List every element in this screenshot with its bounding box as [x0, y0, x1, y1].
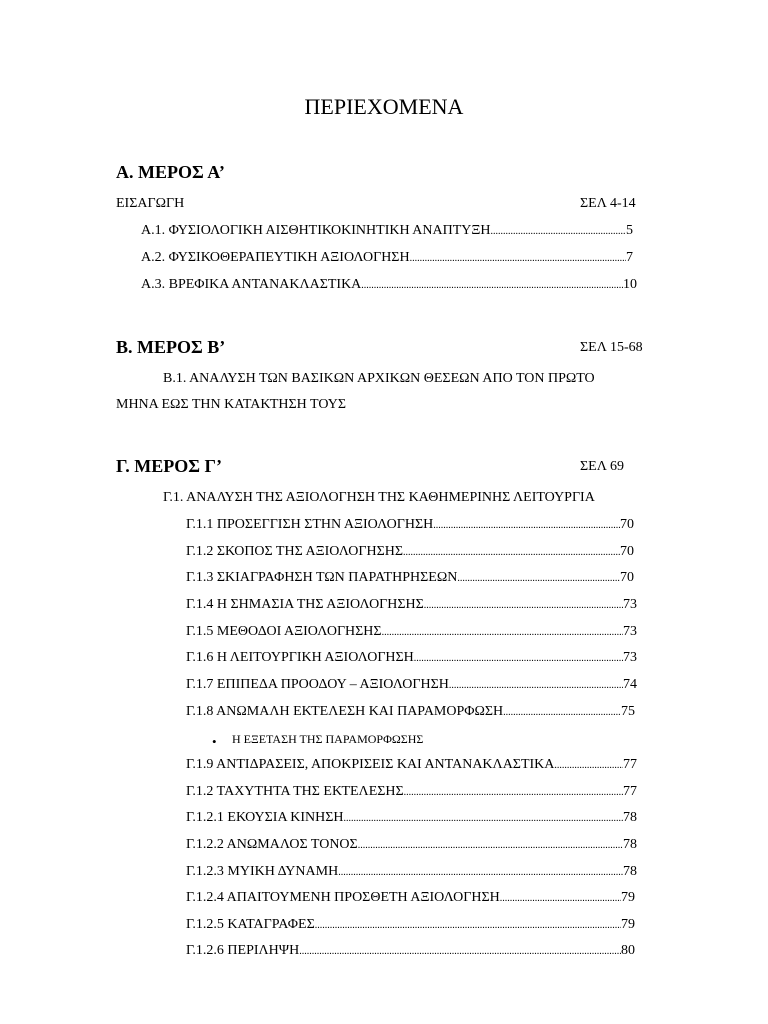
- toc-entry-label: Γ.1.2.2 ΑΝΩΜΑΛΟΣ ΤΟΝΟΣ: [186, 837, 358, 852]
- toc-entry-page: 7: [626, 250, 633, 265]
- toc-entry-c15[interactable]: [186, 918, 635, 932]
- toc-entry-page: 78: [623, 837, 637, 852]
- toc-entry-label: Γ.1.4 Η ΣΗΜΑΣΙΑ ΤΗΣ ΑΞΙΟΛΟΓΗΣΗΣ: [186, 597, 424, 612]
- leader-dots: [404, 788, 623, 798]
- leader-dots: [457, 574, 620, 584]
- toc-entry-page: 74: [623, 677, 637, 692]
- intro-pages: ΣΕΛ 4-14: [580, 196, 636, 211]
- toc-entry-page: 73: [623, 624, 637, 639]
- section-b-line1: Β.1. ΑΝΑΛΥΣΗ ΤΩΝ ΒΑΣΙΚΩΝ ΑΡΧΙΚΩΝ ΘΕΣΕΩΝ ΑΠΟ ΤΟΝ ΠΡΩΤΟ: [163, 371, 595, 386]
- intro-label: ΕΙΣΑΓΩΓΗ: [116, 196, 185, 211]
- toc-entry-label: Γ.1.2.1 ΕΚΟΥΣΙΑ ΚΙΝΗΣΗ: [186, 810, 344, 825]
- toc-entry-page: 78: [623, 864, 637, 879]
- toc-entry-page: 70: [620, 517, 634, 532]
- section-b-heading: Β. ΜΕΡΟΣ Β’: [116, 337, 226, 357]
- leader-dots: [424, 601, 623, 611]
- toc-entry-c7[interactable]: [186, 678, 637, 692]
- toc-entry-page: 78: [623, 810, 637, 825]
- toc-entry-page: 70: [620, 544, 634, 559]
- toc-entry-label: Α.3. ΒΡΕΦΙΚΑ ΑΝΤΑΝΑΚΛΑΣΤΙΚΑ: [141, 277, 362, 292]
- toc-entry-c14[interactable]: [186, 891, 635, 905]
- leader-dots: [299, 947, 621, 957]
- toc-entry-label: Γ.1.7 ΕΠΙΠΕΔΑ ΠΡΟΟΔΟΥ – ΑΞΙΟΛΟΓΗΣΗ: [186, 677, 449, 692]
- toc-entry-page: 77: [623, 784, 637, 799]
- toc-entry-label: Γ.1.2.4 ΑΠΑΙΤΟΥΜΕΝΗ ΠΡΟΣΘΕΤΗ ΑΞΙΟΛΟΓΗΣΗ: [186, 890, 500, 905]
- leader-dots: [338, 868, 623, 878]
- toc-entry-c13[interactable]: [186, 865, 637, 879]
- toc-entry-label: Γ.1.2.6 ΠΕΡΙΛΗΨΗ: [186, 943, 300, 958]
- toc-entry-a1[interactable]: [141, 224, 633, 238]
- toc-entry-page: 79: [621, 890, 635, 905]
- leader-dots: [403, 548, 620, 558]
- section-c-pages: ΣΕΛ 69: [580, 459, 624, 474]
- toc-entry-page: 75: [621, 704, 635, 719]
- toc-entry-c5[interactable]: [186, 625, 637, 639]
- toc-entry-page: 80: [621, 943, 635, 958]
- toc-entry-c3[interactable]: [186, 571, 634, 585]
- section-c-heading: Γ. ΜΕΡΟΣ Γ’: [116, 456, 222, 476]
- leader-dots: [315, 921, 621, 931]
- toc-entry-label: Α.1. ΦΥΣΙΟΛΟΓΙΚΗ ΑΙΣΘΗΤΙΚΟΚΙΝΗΤΙΚΗ ΑΝΑΠΤΥΞΗ: [141, 223, 491, 238]
- toc-entry-label: Γ.1.9 ΑΝΤΙΔΡΑΣΕΙΣ, ΑΠΟΚΡΙΣΕΙΣ ΚΑΙ ΑΝΤΑΝΑΚΛΑΣΤΙΚΑ: [186, 757, 555, 772]
- toc-entry-label: Γ.1.2 ΣΚΟΠΟΣ ΤΗΣ ΑΞΙΟΛΟΓΗΣΗΣ: [186, 544, 403, 559]
- toc-entry-page: 73: [623, 597, 637, 612]
- toc-entry-label: Γ.1.3 ΣΚΙΑΓΡΑΦΗΣΗ ΤΩΝ ΠΑΡΑΤΗΡΗΣΕΩΝ: [186, 570, 458, 585]
- toc-entry-a3[interactable]: [141, 278, 637, 292]
- leader-dots: [414, 654, 623, 664]
- leader-dots: [344, 814, 623, 824]
- toc-entry-c11[interactable]: [186, 811, 637, 825]
- leader-dots: [433, 521, 620, 531]
- toc-entry-c2[interactable]: [186, 545, 634, 559]
- leader-dots: [410, 254, 626, 264]
- toc-entry-c4[interactable]: [186, 598, 637, 612]
- toc-entry-label: Γ.1.5 ΜΕΘΟΔΟΙ ΑΞΙΟΛΟΓΗΣΗΣ: [186, 624, 382, 639]
- leader-dots: [449, 681, 623, 691]
- bullet-icon: •: [212, 734, 217, 749]
- toc-entry-a2[interactable]: [141, 251, 633, 265]
- toc-entry-label: Γ.1.8 ΑΝΩΜΑΛΗ ΕΚΤΕΛΕΣΗ ΚΑΙ ΠΑΡΑΜΟΡΦΩΣΗ: [186, 704, 504, 719]
- bullet-item: Η ΕΞΕΤΑΣΗ ΤΗΣ ΠΑΡΑΜΟΡΦΩΣΗΣ: [232, 732, 424, 746]
- leader-dots: [382, 628, 623, 638]
- section-c-sub: Γ.1. ΑΝΑΛΥΣΗ ΤΗΣ ΑΞΙΟΛΟΓΗΣΗ ΤΗΣ ΚΑΘΗΜΕΡΙΝΗΣ ΛΕΙΤΟΥΡΓΙΑ: [163, 490, 595, 505]
- toc-entry-page: 5: [626, 223, 633, 238]
- leader-dots: [361, 281, 623, 291]
- toc-entry-c1[interactable]: [186, 518, 634, 532]
- toc-entry-c10[interactable]: [186, 785, 637, 799]
- toc-entry-label: Γ.1.2.3 ΜΥΙΚΗ ΔΥΝΑΜΗ: [186, 864, 339, 879]
- toc-entry-c8[interactable]: [186, 705, 635, 719]
- section-a-heading: Α. ΜΕΡΟΣ Α’: [116, 162, 225, 182]
- toc-entry-page: 77: [623, 757, 637, 772]
- toc-entry-c16[interactable]: [186, 944, 635, 958]
- leader-dots: [503, 708, 621, 718]
- page-title: ΠΕΡΙΕΧΟΜΕΝΑ: [304, 94, 464, 119]
- toc-entry-label: Γ.1.1 ΠΡΟΣΕΓΓΙΣΗ ΣΤΗΝ ΑΞΙΟΛΟΓΗΣΗ: [186, 517, 434, 532]
- leader-dots: [500, 894, 621, 904]
- toc-entry-c12[interactable]: [186, 838, 637, 852]
- toc-entry-page: 79: [621, 917, 635, 932]
- toc-entry-label: Γ.1.6 Η ΛΕΙΤΟΥΡΓΙΚΗ ΑΞΙΟΛΟΓΗΣΗ: [186, 650, 414, 665]
- section-b-line2: ΜΗΝΑ ΕΩΣ ΤΗΝ ΚΑΤΑΚΤΗΣΗ ΤΟΥΣ: [116, 397, 346, 412]
- toc-entry-label: Α.2. ΦΥΣΙΚΟΘΕΡΑΠΕΥΤΙΚΗ ΑΞΙΟΛΟΓΗΣΗ: [141, 250, 410, 265]
- toc-entry-page: 70: [620, 570, 634, 585]
- leader-dots: [491, 227, 626, 237]
- leader-dots: [554, 761, 623, 771]
- toc-entry-c6[interactable]: [186, 651, 637, 665]
- toc-entry-page: 10: [623, 277, 637, 292]
- leader-dots: [358, 841, 623, 851]
- section-b-pages: ΣΕΛ 15-68: [580, 340, 643, 355]
- toc-entry-label: Γ.1.2.5 ΚΑΤΑΓΡΑΦΕΣ: [186, 917, 315, 932]
- toc-entry-page: 73: [623, 650, 637, 665]
- toc-entry-c9[interactable]: [186, 758, 637, 772]
- toc-entry-label: Γ.1.2 ΤΑΧΥΤΗΤΑ ΤΗΣ ΕΚΤΕΛΕΣΗΣ: [186, 784, 404, 799]
